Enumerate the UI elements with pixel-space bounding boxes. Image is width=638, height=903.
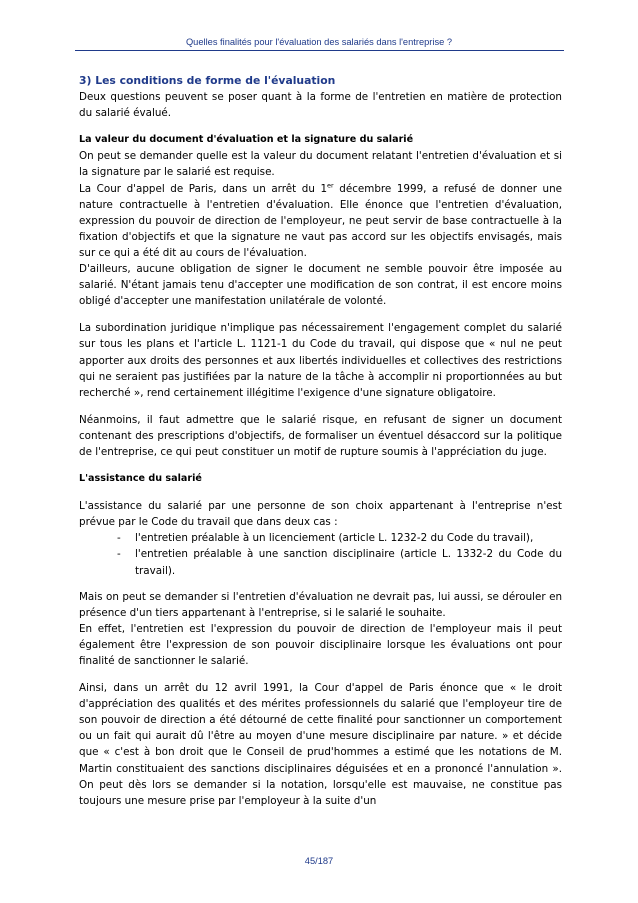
subheading-valeur: La valeur du document d'évaluation et la signature du salarié [79, 134, 414, 146]
assistance-paragraph-4: Ainsi, dans un arrêt du 12 avril 1991, la Cour d'appel de Paris énonce que « le droit d'appréciation des qualités et des mérites professionnels du salarié que l'employeur tire de son pouvoir de direction a été détourné de cette finalité pour sanctionner un comportement ou un fait qui aurait dû l'être au moyen d'une mesure disciplinaire par nature. » et décide que « c'est à bon droit que le Conseil de prud'hommes a estimé que les notations de M. Martin constituaient des sanctions disciplinaires déguisées et en a prononcé l'annulation ». On peut dès lors se demander si la notation, lorsqu'elle est mauvaise, ne constitue pas toujours une mesure prise par l'employeur à la suite d'un [79, 682, 562, 807]
assistance-paragraph-2: Mais on peut se demander si l'entretien d'évaluation ne devrait pas, lui aussi, se dérouler en présence d'un tiers appartenant à l'entreprise, si le salarié le souhaite. [79, 590, 562, 619]
valeur-paragraph-3: D'ailleurs, aucune obligation de signer le document ne semble pouvoir être imposée au salarié. N'étant jamais tenu d'accepter une modification de son contrat, il est encore moins obligé d'accepter une manifestation unilatérale de volonté. [79, 263, 562, 308]
page-body [79, 73, 562, 809]
valeur-paragraph-2 [79, 181, 562, 261]
list-item [79, 546, 562, 578]
section-title: 3) Les conditions de forme de l'évaluation [79, 74, 336, 87]
list-item-text: l'entretien préalable à un licenciement (article L. 1232-2 du Code du travail), [135, 532, 534, 545]
assistance-paragraph-1: L'assistance du salarié par une personne de son choix appartenant à l'entreprise n'est prévue par le Code du travail que dans deux cas : [79, 500, 562, 529]
valeur-p2-before: La Cour d'appel de Paris, dans un arrêt du 1 [79, 182, 328, 195]
valeur-paragraph-5: Néanmoins, il faut admettre que le salarié risque, en refusant de signer un document contenant des prescriptions d'objectifs, de formaliser un éventuel désaccord sur la politique de l'entreprise, ce qui peut constituer un motif de rupture soumis à l'appréciation du juge. [79, 413, 562, 458]
valeur-paragraph-4: La subordination juridique n'implique pas nécessairement l'engagement complet du salarié sur tous les plans et l'article L. 1121-1 du Code du travail, qui dispose que « nul ne peut apporter aux droits des personnes et aux libertés individuelles et collectives des restrictions qui ne seraient pas justifiées par la nature de la tâche à accomplir ni proportionnées au but recherché », rend certainement illégitime l'exigence d'une signature obligatoire. [79, 322, 562, 399]
list-item [79, 530, 562, 546]
running-header: Quelles finalités pour l'évaluation des salariés dans l'entreprise ? [185, 37, 453, 47]
valeur-p2-after: décembre 1999, a refusé de donner une nature contractuelle à l'entretien d'évaluation. Elle énonce que l'entretien d'évaluation, expression du pouvoir de direction de l'employeur, ne peut servir de base contractuelle à la fixation d'objectifs et que la signature ne vaut pas accord sur les objectifs envisagés, mais sur ce qui a été dit au cours de l'évaluation. [79, 182, 562, 259]
header-rule [75, 50, 564, 51]
assistance-paragraph-3: En effet, l'entretien est l'expression du pouvoir de direction de l'employeur mais il peut également être l'expression de son pouvoir disciplinaire lorsque les évaluations ont pour finalité de sanctionner le salarié. [79, 622, 562, 667]
dash-bullet: - [117, 548, 121, 561]
cases-list [79, 530, 562, 578]
ordinal-superscript: er [327, 181, 334, 190]
valeur-paragraph-1: On peut se demander quelle est la valeur du document relatant l'entretien d'évaluation et si la signature par le salarié est requise. [79, 150, 562, 179]
page-number: 45/187 [304, 856, 334, 866]
list-item-text: l'entretien préalable à une sanction disciplinaire (article L. 1332-2 du Code du travail). [135, 548, 562, 577]
dash-bullet: - [117, 532, 121, 545]
section-intro: Deux questions peuvent se poser quant à la forme de l'entretien en matière de protection du salarié évalué. [79, 91, 562, 120]
subheading-assistance: L'assistance du salarié [79, 473, 202, 485]
